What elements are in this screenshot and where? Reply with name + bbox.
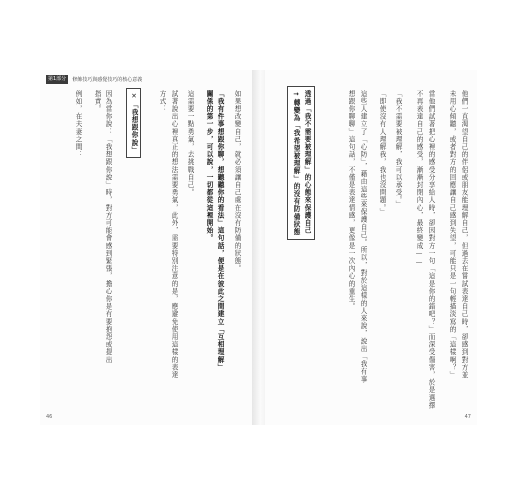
book-gutter [252, 70, 266, 425]
body-text-column: 不再表達自己的感受，漸漸封閉內心，最終變成—— [415, 90, 423, 268]
summary-line-1: 透過「我不需要被理解」的心態來保護自己 [303, 90, 311, 235]
callout-box [126, 88, 141, 158]
summary-line-2: →轉變為「我希望被理解」的沒有防備狀態 [292, 90, 300, 236]
callout-text: 「我想跟你說」 [130, 101, 138, 155]
right-page [265, 70, 477, 425]
body-text-column: 方式： [158, 90, 166, 113]
body-text-column: 他們一直渴望自己的伴侶或朋友能理解自己，但過去在嘗試表達自己時，卻感到對方並 [460, 90, 468, 379]
cross-mark-icon: ✕ [130, 92, 138, 101]
body-text-column-bold: 「我有件事想跟你聊，想聽聽你的看法」這句話，便是在彼此之間建立「互相理解」 [216, 90, 224, 372]
summary-box [287, 86, 315, 240]
quote-column: 「即使沒有人理解我，我也沒問題。」 [378, 90, 386, 216]
body-text-column: 當他們試著把心裡的感受分享給人時，卻因對方一句「這是你的錯吧？」而深受傷害，於是選擇 [427, 90, 435, 410]
running-header [46, 75, 142, 84]
quote-column: 「我不需要被理解，我可以承受。」 [394, 90, 402, 209]
body-text-column: 如果想改變自己，就必須讓自己處在沒有防備的狀態。 [233, 90, 241, 273]
body-text-column: 未用心傾聽，或者對方的回應讓自己感到失望，可能只是一句輕描淡寫的「這樣啊？」 [448, 90, 456, 379]
body-text-column: 想跟你聊聊」這句話，不僅是表達情感，更像是一次內心的重生。 [347, 90, 355, 311]
section-title: 修飾技巧與感覺技巧的核心意義 [72, 77, 143, 83]
body-text-column: 例如，在夫妻之間： [74, 90, 82, 159]
body-text-column: 指責。 [93, 90, 101, 113]
left-page [40, 70, 253, 425]
page-number: 46 [46, 414, 53, 420]
body-text-column-bold: 關係的第一步，可以說，一切都從這裡開始。 [205, 90, 213, 242]
body-text-column: 這需要一點勇氣，去挑戰自己。 [186, 90, 194, 197]
body-text-column: 這些人建立了「心防」，藉由這些來保護自己。所以，對於這樣的人來說，說出「我有事 [359, 90, 367, 384]
section-tag: 第1部分 [48, 76, 67, 82]
body-text-column: 因為當你說：「我想跟你說」時，對方可能會感到緊張，擔心你是有要抱怨或提出 [104, 90, 112, 364]
page-number: 47 [464, 414, 471, 420]
body-text-column: 試著說出心裡真正的想法需要勇氣，此外，需要特別注意的是，應避免使用這樣的表達 [170, 90, 178, 379]
